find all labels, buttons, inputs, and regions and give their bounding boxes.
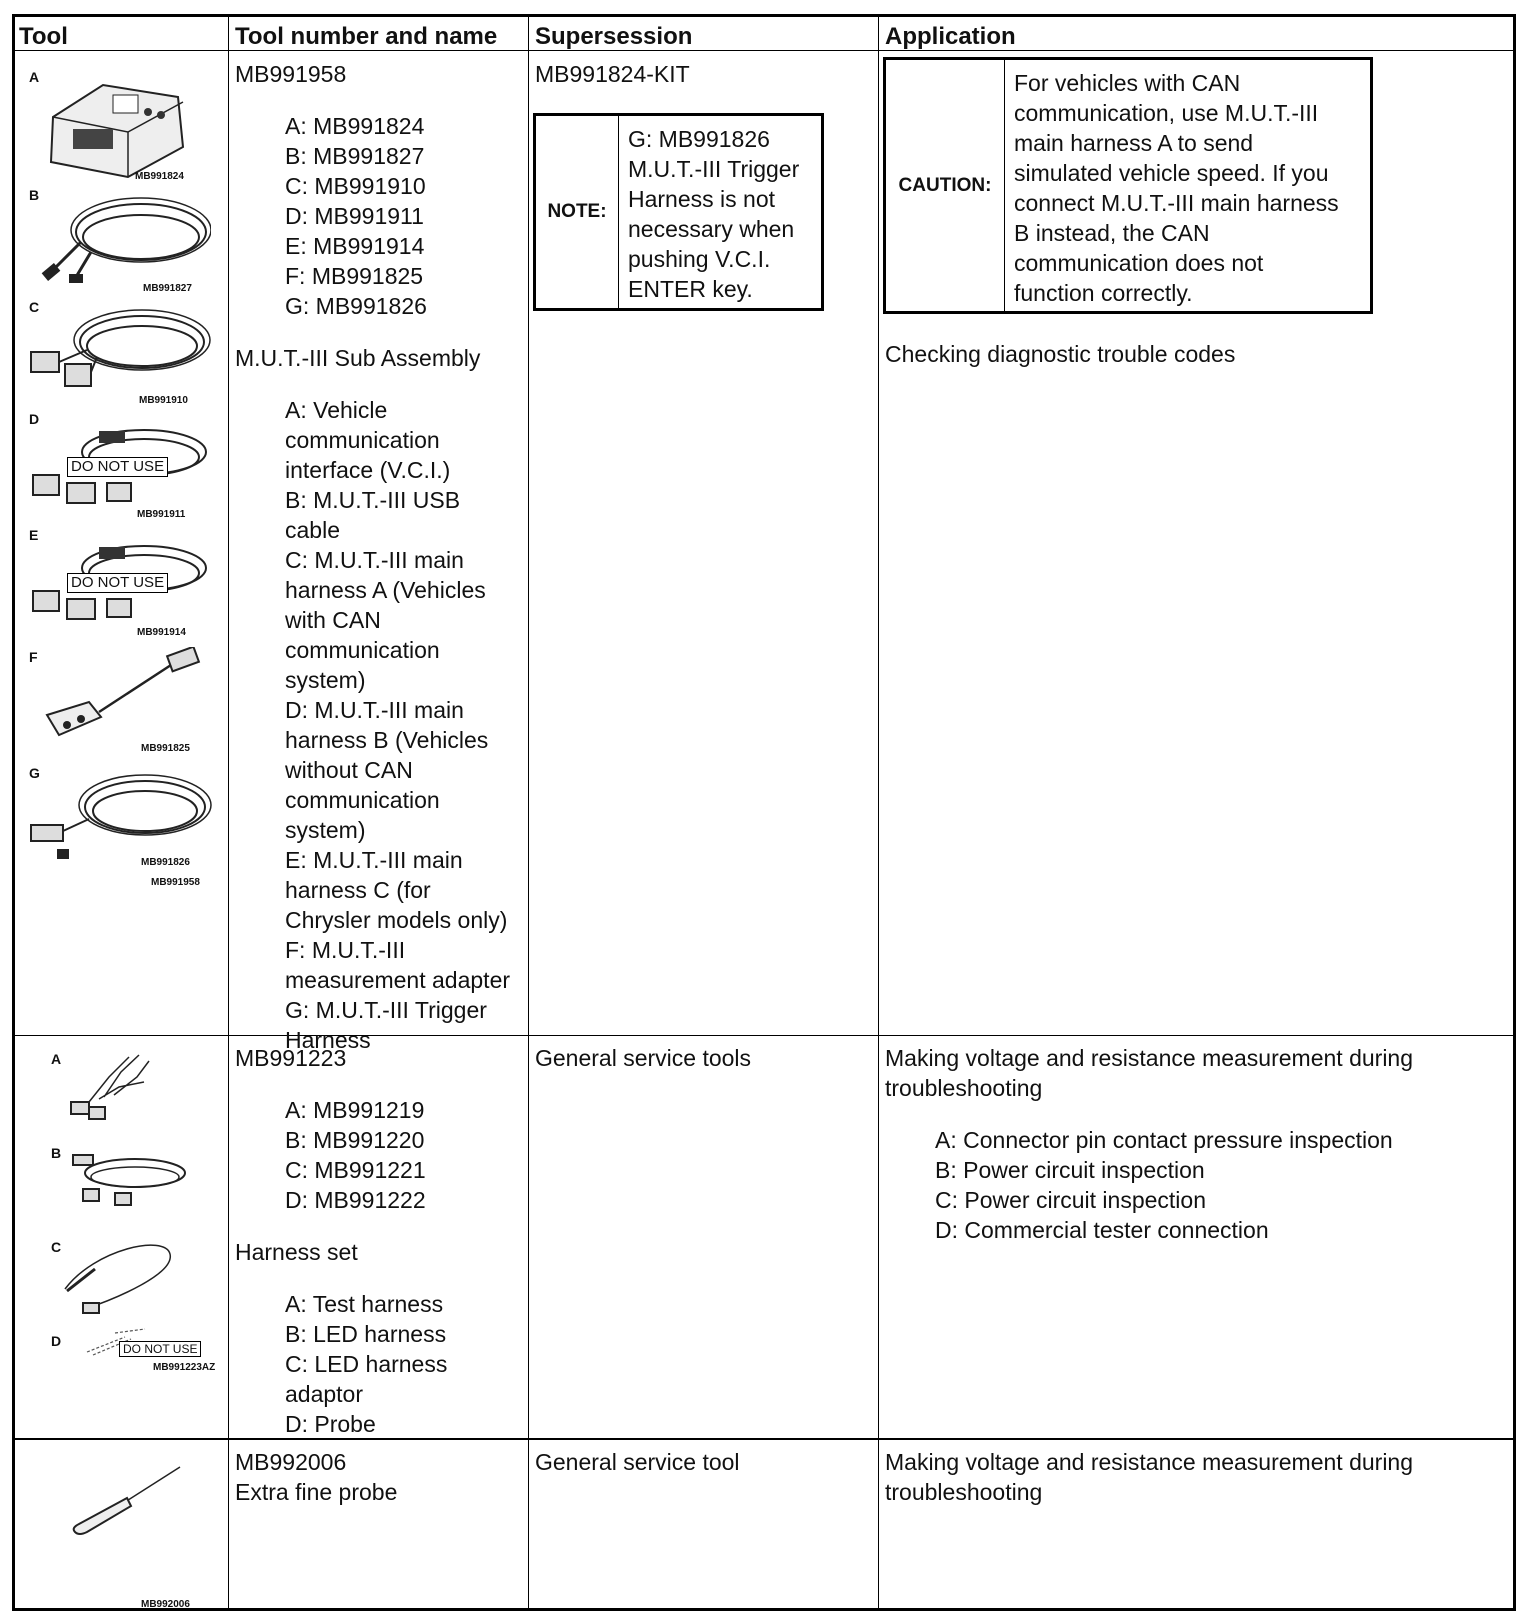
- column-divider: [528, 17, 529, 1608]
- list-item: harness C (for: [285, 877, 431, 903]
- illustration-letter: B: [51, 1145, 62, 1161]
- do-not-use-label: DO NOT USE: [119, 1341, 201, 1357]
- application-line: troubleshooting: [885, 1479, 1043, 1505]
- illustration-letter: C: [51, 1239, 62, 1255]
- part-code: MB991911: [137, 509, 186, 520]
- part-code: MB991826: [141, 857, 190, 868]
- caution-line: connect M.U.T.-III main harness: [1014, 190, 1339, 216]
- note-line: pushing V.C.I.: [628, 246, 771, 272]
- illustration-letter: F: [29, 649, 38, 665]
- list-item: B: MB991220: [285, 1127, 425, 1153]
- list-item: A: Vehicle: [285, 397, 388, 423]
- list-item: C: MB991221: [285, 1157, 426, 1183]
- part-code: MB991824: [135, 171, 184, 182]
- part-code: MB991223AZ: [153, 1362, 216, 1373]
- header-tool: Tool: [19, 23, 68, 50]
- do-not-use-label: DO NOT USE: [67, 573, 168, 593]
- tool-number-cell: [235, 1447, 525, 1507]
- illustration-letter: D: [51, 1333, 62, 1349]
- part-code: MB991910: [139, 395, 188, 406]
- led-harness-adaptor-illustration: [55, 1229, 185, 1319]
- illustration-letter: A: [29, 69, 40, 85]
- application-cell: [885, 1447, 1505, 1507]
- test-harness-illustration: [59, 1047, 159, 1127]
- application-line: troubleshooting: [885, 1075, 1043, 1101]
- list-item: A: Test harness: [285, 1291, 444, 1317]
- list-item: system): [285, 817, 366, 843]
- header-supersession: Supersession: [535, 23, 693, 50]
- list-item: B: Power circuit inspection: [935, 1157, 1205, 1183]
- caution-line: main harness A to send: [1014, 130, 1254, 156]
- list-item: harness B (Vehicles: [285, 727, 489, 753]
- tool-name-parts-list: [235, 1289, 525, 1439]
- caution-line: For vehicles with CAN: [1014, 70, 1241, 96]
- application-cell: [885, 1043, 1505, 1267]
- list-item: E: MB991914: [285, 233, 425, 259]
- list-item: measurement adapter: [285, 967, 511, 993]
- caution-label: CAUTION:: [886, 60, 1005, 311]
- illustration-letter: B: [29, 187, 40, 203]
- caution-line: communication does not: [1014, 250, 1264, 276]
- list-item: Chrysler models only): [285, 907, 508, 933]
- list-item: A: MB991824: [285, 113, 425, 139]
- list-item: interface (V.C.I.): [285, 457, 451, 483]
- note-line: necessary when: [628, 216, 795, 242]
- note-line: Harness is not: [628, 186, 776, 212]
- part-code: MB991825: [141, 743, 190, 754]
- supersession-value: MB991824-KIT: [535, 61, 690, 87]
- caution-text: [1014, 68, 1339, 308]
- list-item: F: MB991825: [285, 263, 424, 289]
- list-item: E: M.U.T.-III main: [285, 847, 463, 873]
- tool-name-parts-list: [235, 395, 525, 1055]
- illustration-letter: G: [29, 765, 40, 781]
- list-item: communication: [285, 427, 440, 453]
- tool-parts-list: [235, 1095, 525, 1215]
- supersession-value: General service tools: [535, 1045, 752, 1071]
- special-tools-table: [12, 14, 1516, 1611]
- header-application: Application: [885, 23, 1016, 50]
- caution-line: function correctly.: [1014, 280, 1193, 306]
- list-item: A: Connector pin contact pressure inspection: [935, 1127, 1393, 1153]
- list-item: cable: [285, 517, 340, 543]
- list-item: C: MB991910: [285, 173, 426, 199]
- caution-line: B instead, the CAN: [1014, 220, 1210, 246]
- supersession-value: General service tool: [535, 1449, 740, 1475]
- tool-number: MB991958: [235, 61, 347, 87]
- list-item: C: M.U.T.-III main: [285, 547, 464, 573]
- led-harness-illustration: [65, 1143, 195, 1213]
- application-parts-list: [885, 1125, 1505, 1245]
- column-divider: [228, 17, 229, 1608]
- measurement-adapter-illustration: [39, 647, 209, 747]
- note-line: G: MB991826: [628, 126, 770, 152]
- list-item: without CAN: [285, 757, 413, 783]
- note-line: ENTER key.: [628, 276, 753, 302]
- illustration-letter: E: [29, 527, 39, 543]
- part-code: MB991827: [143, 283, 192, 294]
- tool-number-cell: [235, 59, 525, 1077]
- tool-number-cell: [235, 1043, 525, 1461]
- illustration-letter: D: [29, 411, 40, 427]
- list-item: D: MB991911: [285, 203, 424, 229]
- list-item: harness A (Vehicles: [285, 577, 486, 603]
- note-line: M.U.T.-III Trigger: [628, 156, 800, 182]
- list-item: B: MB991827: [285, 143, 425, 169]
- list-item: with CAN: [285, 607, 381, 633]
- application-line: Making voltage and resistance measurement during: [885, 1045, 1414, 1071]
- list-item: communication: [285, 637, 440, 663]
- note-text: [628, 124, 799, 304]
- list-item: D: MB991222: [285, 1187, 426, 1213]
- list-item: D: M.U.T.-III main: [285, 697, 464, 723]
- usb-cable-illustration: [31, 192, 211, 287]
- part-code: MB991914: [137, 627, 186, 638]
- tool-name: Harness set: [235, 1239, 358, 1265]
- list-item: D: Probe: [285, 1411, 376, 1437]
- tool-parts-list: [235, 111, 525, 321]
- list-item: C: LED harness: [285, 1351, 448, 1377]
- list-item: F: M.U.T.-III: [285, 937, 406, 963]
- trigger-harness-illustration: [27, 769, 212, 864]
- note-label: NOTE:: [536, 116, 619, 308]
- do-not-use-label: DO NOT USE: [67, 457, 168, 477]
- list-item: G: MB991826: [285, 293, 427, 319]
- list-item: A: MB991219: [285, 1097, 425, 1123]
- main-harness-a-illustration: [27, 302, 212, 397]
- extra-fine-probe-illustration: [65, 1462, 185, 1537]
- tool-number: MB992006: [235, 1449, 347, 1475]
- list-item: adaptor: [285, 1381, 364, 1407]
- caution-box: [883, 57, 1373, 314]
- caution-line: simulated vehicle speed. If you: [1014, 160, 1329, 186]
- list-item: C: Power circuit inspection: [935, 1187, 1206, 1213]
- list-item: communication: [285, 787, 440, 813]
- tool-name: Extra fine probe: [235, 1479, 398, 1505]
- illustration-letter: C: [29, 299, 40, 315]
- tool-number: MB991223: [235, 1045, 347, 1071]
- part-code: MB991958: [151, 877, 200, 888]
- application-line: Making voltage and resistance measurement during: [885, 1449, 1414, 1475]
- part-code: MB992006: [141, 1599, 190, 1610]
- caution-line: communication, use M.U.T.-III: [1014, 100, 1319, 126]
- list-item: B: LED harness: [285, 1321, 447, 1347]
- header-tool-number-and-name: Tool number and name: [235, 23, 498, 50]
- list-item: system): [285, 667, 366, 693]
- application-text: Checking diagnostic trouble codes: [885, 341, 1236, 367]
- note-box: [533, 113, 824, 311]
- column-divider: [878, 17, 879, 1608]
- list-item: G: M.U.T.-III Trigger: [285, 997, 487, 1023]
- illustration-letter: A: [51, 1051, 62, 1067]
- list-item: B: M.U.T.-III USB: [285, 487, 461, 513]
- tool-name: M.U.T.-III Sub Assembly: [235, 345, 481, 371]
- list-item: D: Commercial tester connection: [935, 1217, 1269, 1243]
- list-item: Harness: [285, 1027, 371, 1053]
